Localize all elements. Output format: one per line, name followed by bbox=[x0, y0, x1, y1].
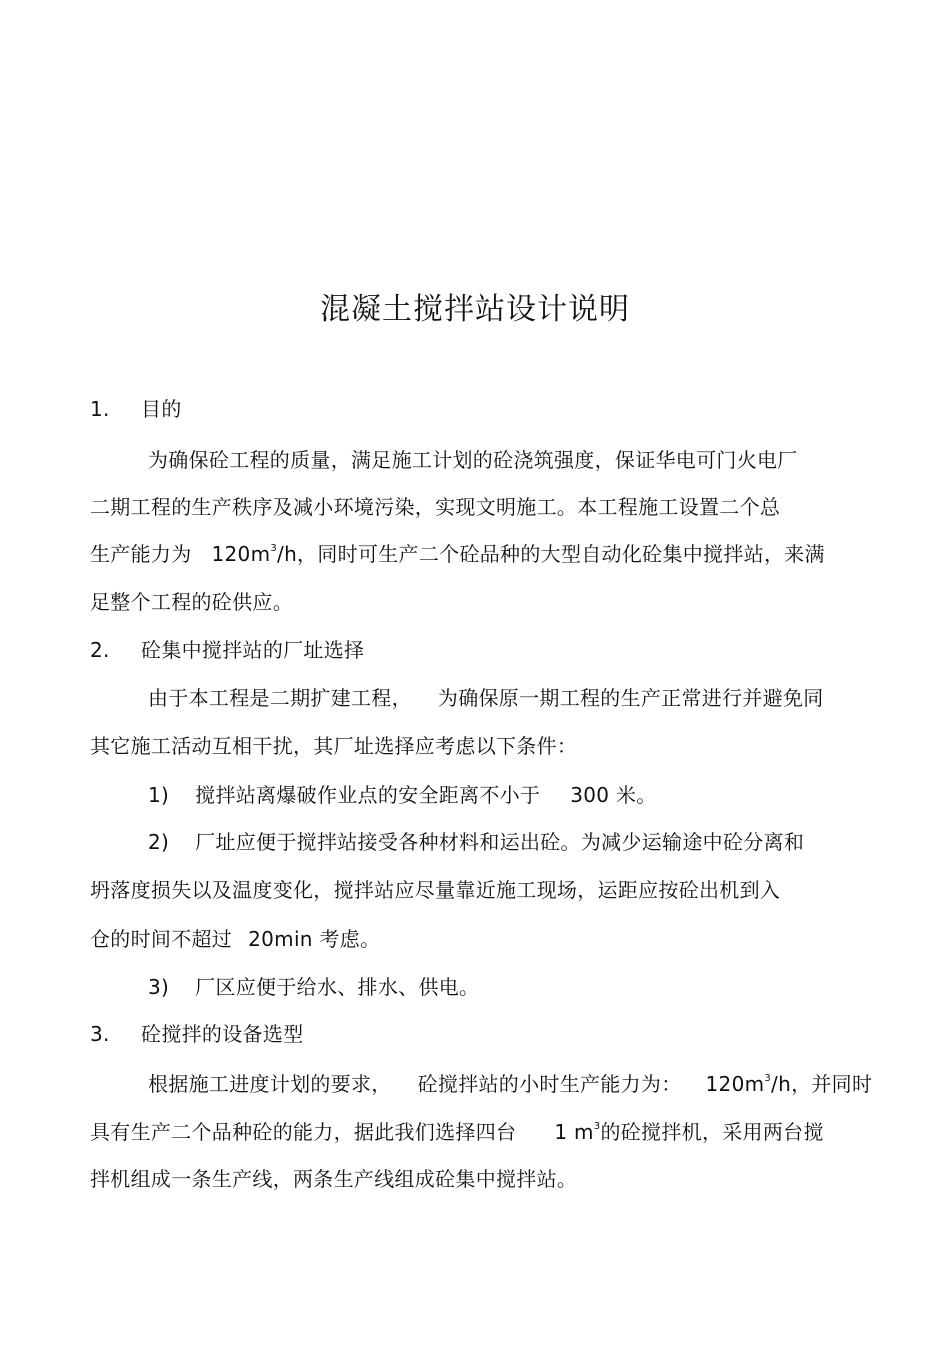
paragraph-line: 足整个工程的砼供应。 bbox=[90, 590, 293, 614]
list-marker: 1) bbox=[148, 783, 170, 807]
section-number: 3. bbox=[90, 1022, 110, 1046]
section-heading bbox=[90, 638, 364, 662]
paragraph-line: 由于本工程是二期扩建工程， 为确保原一期工程的生产正常进行并避免同 bbox=[148, 686, 824, 710]
list-item: 2) 厂址应便于搅拌站接受各种材料和运出砼。为减少运输途中砼分离和 bbox=[148, 830, 805, 854]
capacity-value: 120m bbox=[211, 542, 271, 566]
paragraph-line: 根据施工进度计划的要求， 砼搅拌站的小时生产能力为： $120m^3/h$，并同时 bbox=[148, 1072, 873, 1096]
paragraph-line: 二期工程的生产秩序及减小环境污染，实现文明施工。本工程施工设置二个总 bbox=[90, 495, 781, 519]
paragraph-line: 为确保砼工程的质量，满足施工计划的砼浇筑强度，保证华电可门火电厂 bbox=[148, 448, 798, 472]
paragraph-line: 仓的时间不超过 20min 考虑。 bbox=[90, 927, 381, 951]
list-marker: 2) bbox=[148, 830, 170, 854]
list-item: 1) 搅拌站离爆破作业点的安全距离不小于 300 米。 bbox=[148, 783, 657, 807]
section-heading bbox=[90, 397, 182, 421]
list-item: 3) 厂区应便于给水、排水、供电。 bbox=[148, 975, 480, 999]
section-heading bbox=[90, 1022, 303, 1046]
section-title: 砼搅拌的设备选型 bbox=[141, 1022, 304, 1046]
section-title: 目的 bbox=[141, 397, 182, 421]
paragraph-line: 具有生产二个品种砼的能力，据此我们选择四台 1 $m^3$的砼搅拌机，采用两台搅 bbox=[90, 1120, 824, 1144]
section-number: 1. bbox=[90, 397, 110, 421]
paragraph-line: 坍落度损失以及温度变化，搅拌站应尽量靠近施工现场，运距应按砼出机到入 bbox=[90, 878, 781, 902]
paragraph-line: 其它施工活动互相干扰，其厂址选择应考虑以下条件： bbox=[90, 734, 578, 758]
capacity-value: 120m bbox=[705, 1072, 765, 1096]
section-number: 2. bbox=[90, 638, 110, 662]
paragraph-line: 拌机组成一条生产线，两条生产线组成砼集中搅拌站。 bbox=[90, 1167, 578, 1191]
document-title: 混凝土搅拌站设计说明 bbox=[320, 292, 630, 327]
list-marker: 3) bbox=[148, 975, 170, 999]
mixer-volume: 1 m bbox=[554, 1120, 594, 1144]
section-title: 砼集中搅拌站的厂址选择 bbox=[141, 638, 365, 662]
paragraph-line: 生产能力为 $120m^3/h$，同时可生产二个砼品种的大型自动化砼集中搅拌站，来满 bbox=[90, 542, 825, 566]
